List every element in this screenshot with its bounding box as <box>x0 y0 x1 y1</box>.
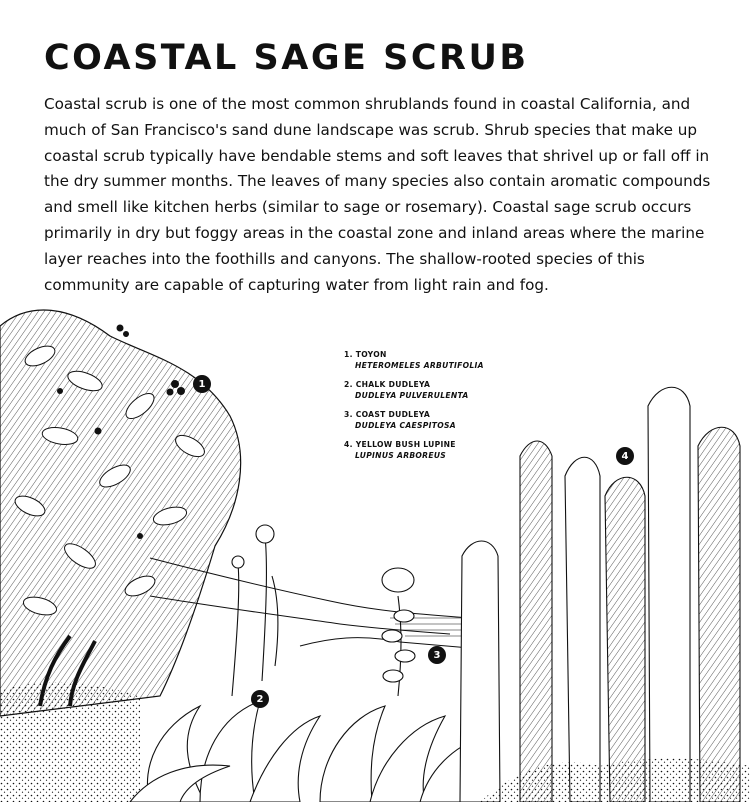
marker-3: 3 <box>428 646 446 664</box>
ground-texture <box>0 682 140 802</box>
legend-item-toyon <box>344 350 544 371</box>
legend-item-chalk-dudleya <box>344 380 544 401</box>
legend-common-name: 3. COAST DUDLEYA <box>344 410 431 419</box>
toyon-shrub <box>0 310 241 716</box>
legend-scientific-name: DUDLEYA PULVERULENTA <box>355 390 469 400</box>
legend-common-name: 4. YELLOW BUSH LUPINE <box>344 440 456 449</box>
marker-4: 4 <box>616 447 634 465</box>
legend-item-yellow-bush-lupine <box>344 440 544 461</box>
legend-item-coast-dudleya <box>344 410 544 431</box>
legend-scientific-name: LUPINUS ARBOREUS <box>355 450 447 460</box>
legend-scientific-name: HETEROMELES ARBUTIFOLIA <box>355 360 484 370</box>
page-title: COASTAL SAGE SCRUB <box>44 38 529 78</box>
legend-common-name: 1. TOYON <box>344 350 387 359</box>
marker-2: 2 <box>251 690 269 708</box>
intro-paragraph: Coastal scrub is one of the most common shrublands found in coastal California, and much of San Francisco's sand dune landscape was scrub. Shrub species that make up coastal scrub typically have bendable stems and soft leaves that shrivel up or fall off in the dry summer months. The leaves of many species also contain aromatic compounds and smell like kitchen herbs (similar to sage or rosemary). Coastal sage scrub occurs primarily in dry but foggy areas in the coastal zone and inland areas where the marine layer reaches into the foothills and canyons. The shallow-rooted species of this community are capable of capturing water from light rain and fog. <box>44 95 711 294</box>
species-legend <box>344 350 544 470</box>
legend-common-name: 2. CHALK DUDLEYA <box>344 380 431 389</box>
marker-1: 1 <box>193 375 211 393</box>
legend-scientific-name: DUDLEYA CAESPITOSA <box>355 420 456 430</box>
